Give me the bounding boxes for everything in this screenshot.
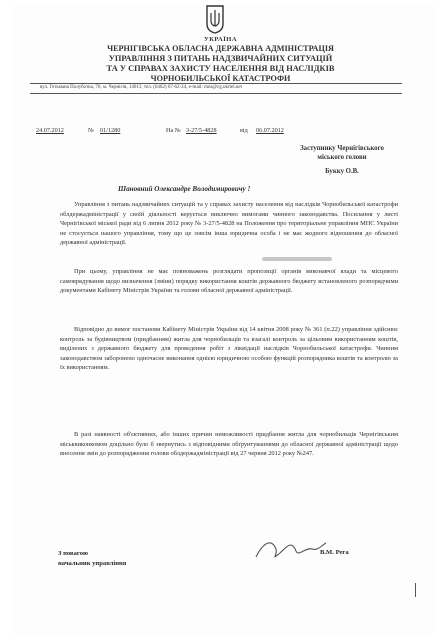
reference-number: 3-27/5-4828 xyxy=(186,127,217,134)
handwritten-signature xyxy=(250,535,330,565)
paragraph-3: Відповідно до вимог постанови Кабінету Міністрів України від 14 квітня 2008 року № 361 (п.22) управління здійснює контроль за будівництвом (придбанням) житла для чорнобильців та взагалі контроль за цільовим використанням коштів, виділених з державного бюджету для проведення робіт з ліквідації наслідків Чорнобильської катастрофи. Чинним законодавством заборонено одночасне виконання однією юридичною особою функцій розпорядника коштів та контролю за їх використанням. xyxy=(60,326,398,372)
paragraph-1: Управління з питань надзвичайних ситуацій та у справах захисту населення від наслідків Чорнобильської катастрофи облдержадміністрації у своїй діяльності керується виключно вимогами чинного законодавства. Посилання у листі Чернігівської міської ради від 6 липня 2012 року № 3-27/5-4828 на Положення про територіальне управління МНС України не стосується нашого управління, тому що це зовсім інша юридична особа і не має жодного відношення до обласної державної адміністрації. xyxy=(60,201,398,247)
addressee-line1: Заступнику Чернігівського xyxy=(300,145,384,152)
coat-of-arms-icon xyxy=(205,4,225,34)
signature-greeting: З повагою xyxy=(58,550,89,557)
header-department-line1: УПРАВЛІННЯ З ПИТАНЬ НАДЗВИЧАЙНИХ СИТУАЦІЙ xyxy=(108,54,333,63)
paragraph-2: При цьому, управління не має повноважень розглядати пропозиції органів виконавчої влади та місцевого самоврядування щодо визначення (зміни) порядку використання коштів державного бюджету встановленого розпорядчими документами Кабінету Міністрів України та голови обласної державної адміністрації. xyxy=(60,268,398,295)
addressee-line2: міського голови xyxy=(317,154,367,161)
header-address: вул. Гетьмана Полуботка, 70, м. Чернігів, 14013, тел. (0462) 67-62-24, e-mail: mns@cg.ukrtel.net xyxy=(40,85,243,90)
margin-mark xyxy=(415,583,416,597)
document-page xyxy=(12,4,434,634)
signature-position xyxy=(58,549,126,569)
outgoing-date: 24.07.2012 xyxy=(36,127,64,134)
header-rule-bottom xyxy=(30,93,402,94)
header-department-line2: ТА У СПРАВАХ ЗАХИСТУ НАСЕЛЕННЯ ВІД НАСЛІДКІВ xyxy=(106,64,335,73)
header-country: УКРАЇНА xyxy=(203,36,238,43)
paragraph-4: В разі наявності об'єктивних, або інших причин неможливості придбання житла для чорнобильців Чернігівським міськвиконкомом доцільно було б звернутись з відповідними обґрунтуваннями до обласної державної адміністрації щодо внесення змін до розпорядження голови облдержадміністрації від 27 червня 2012 року №247. xyxy=(60,431,398,458)
header-department-line3: ЧОРНОБИЛЬСЬКОЇ КАТАСТРОФИ xyxy=(150,74,291,83)
header-rule-top xyxy=(30,83,402,84)
reference-date: 06.07.2012 xyxy=(256,127,284,134)
scan-smudge xyxy=(262,257,332,261)
reference-label: На № xyxy=(166,127,181,134)
salutation: Шановний Олександре Володимировичу ! xyxy=(118,185,251,193)
addressee-name: Букку О.В. xyxy=(325,168,359,175)
header-administration: ЧЕРНІГІВСЬКА ОБЛАСНА ДЕРЖАВНА АДМІНІСТРАЦІЯ xyxy=(107,44,334,53)
signature-title: начальник управління xyxy=(58,560,127,567)
reference-from-label: від xyxy=(240,127,248,134)
outgoing-number-label: № xyxy=(88,127,94,134)
signatory-name: В.М. Рега xyxy=(320,549,349,556)
outgoing-number: 01/1280 xyxy=(100,127,121,134)
